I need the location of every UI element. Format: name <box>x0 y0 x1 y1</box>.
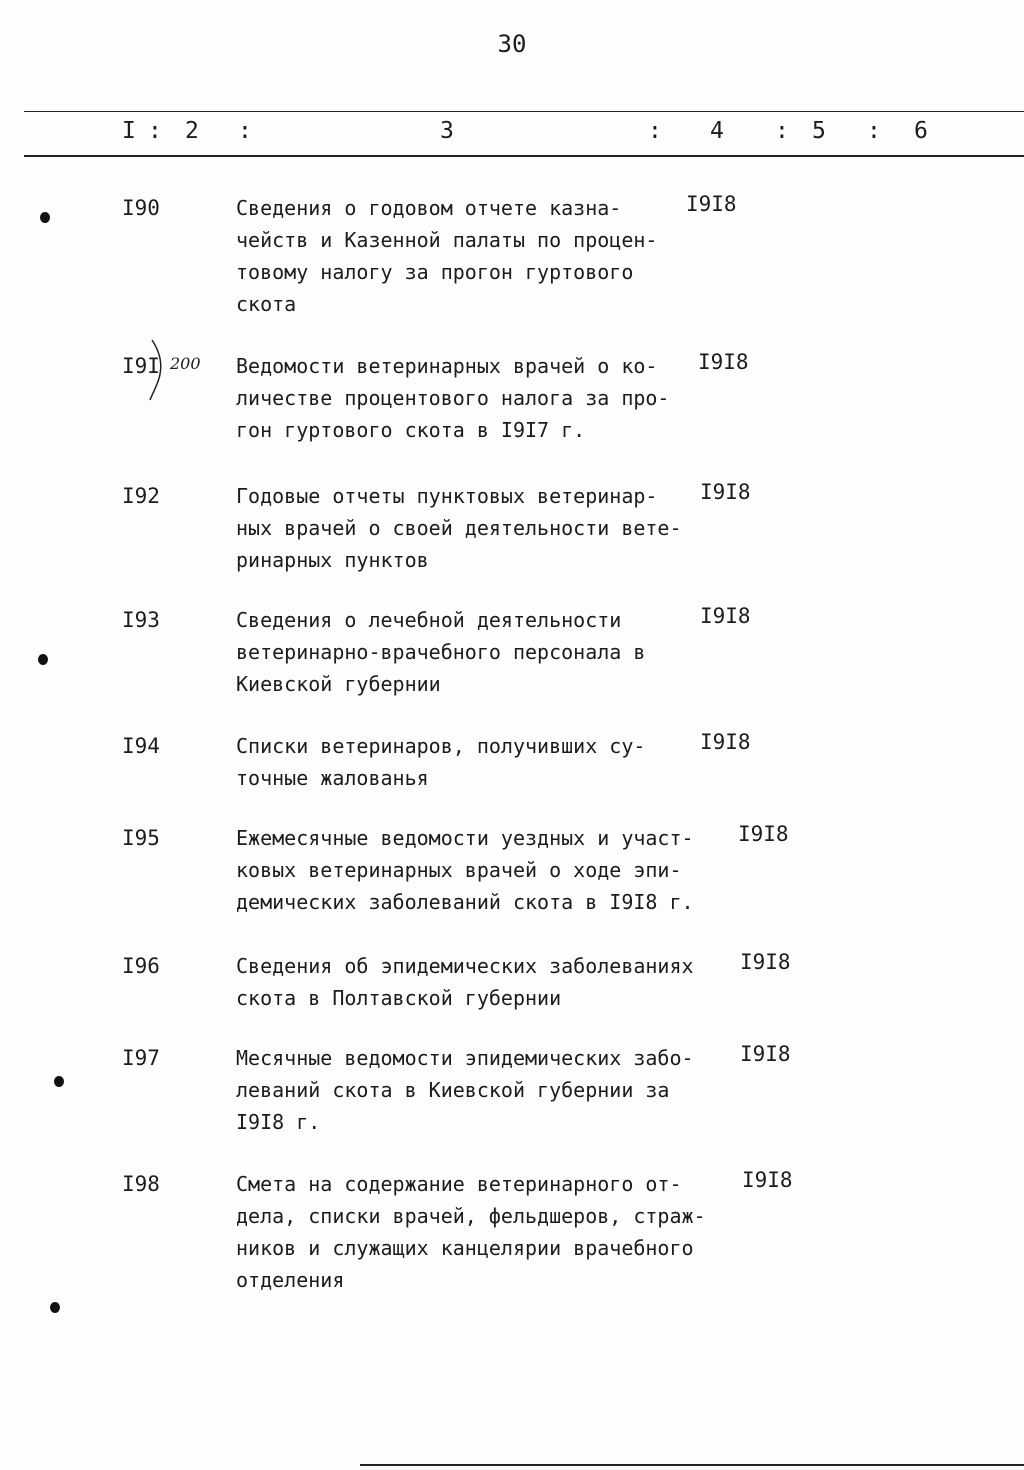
entry-number: I95 <box>122 826 160 850</box>
description-line: скота <box>236 292 297 316</box>
description-line: Киевской губернии <box>236 672 441 696</box>
entry-number: I96 <box>122 954 160 978</box>
description-line: леваний скота в Киевской губернии за <box>236 1078 670 1102</box>
description-line: товому налогу за прогон гуртового <box>236 260 634 284</box>
entry-description <box>236 950 736 1014</box>
entry-year: I9I8 <box>700 604 751 628</box>
description-line: ников и служащих канцелярии врачебного <box>236 1236 694 1260</box>
col-header-4: 4 <box>710 118 724 144</box>
description-line: демических заболеваний скота в I9I8 г. <box>236 890 694 914</box>
entry-year: I9I8 <box>686 192 737 216</box>
description-line: Списки ветеринаров, получивших су- <box>236 734 646 758</box>
col-header-2: 2 <box>185 118 199 144</box>
description-line: отделения <box>236 1268 345 1292</box>
description-line: точные жалованья <box>236 766 429 790</box>
handwritten-bracket-mark <box>148 338 168 402</box>
punch-hole-mark <box>38 654 48 665</box>
entry-year: I9I8 <box>700 480 751 504</box>
entry-year: I9I8 <box>700 730 751 754</box>
description-line: ковых ветеринарных врачей о ходе эпи- <box>236 858 682 882</box>
entry-number: I9I <box>122 354 160 378</box>
description-line: Сведения о годовом отчете казна- <box>236 196 622 220</box>
description-line: Годовые отчеты пунктовых ветеринар- <box>236 484 658 508</box>
entry-description <box>236 1168 736 1296</box>
scan-edge-line <box>360 1464 1024 1466</box>
entry-number: I90 <box>122 196 160 220</box>
description-line: дела, списки врачей, фельдшеров, страж- <box>236 1204 706 1228</box>
description-line: личестве процентового налога за про- <box>236 386 670 410</box>
entry-year: I9I8 <box>698 350 749 374</box>
description-line: ринарных пунктов <box>236 548 429 572</box>
entry-description <box>236 350 736 446</box>
entry-description <box>236 1042 736 1138</box>
entry-description <box>236 480 736 576</box>
entry-number: I97 <box>122 1046 160 1070</box>
description-line: чейств и Казенной палаты по процен- <box>236 228 658 252</box>
entry-description <box>236 730 736 794</box>
entry-year: I9I8 <box>738 822 789 846</box>
description-line: гон гуртового скота в I9I7 г. <box>236 418 586 442</box>
entry-year: I9I8 <box>740 1042 791 1066</box>
entry-description <box>236 604 736 700</box>
description-line: Месячные ведомости эпидемических забо- <box>236 1046 694 1070</box>
entry-number: I93 <box>122 608 160 632</box>
description-line: Ведомости ветеринарных врачей о ко- <box>236 354 658 378</box>
header-rule-top <box>24 111 1024 112</box>
col-header-1: I <box>122 118 136 144</box>
entry-year: I9I8 <box>740 950 791 974</box>
description-line: ветеринарно-врачебного персонала в <box>236 640 646 664</box>
col-separator: : <box>867 118 881 144</box>
description-line: Ежемесячные ведомости уездных и участ- <box>236 826 694 850</box>
handwritten-annotation: 200 <box>170 354 201 373</box>
punch-hole-mark <box>54 1076 64 1087</box>
page-number: 30 <box>497 30 527 58</box>
description-line: I9I8 г. <box>236 1110 321 1134</box>
col-separator: : <box>775 118 789 144</box>
punch-hole-mark <box>50 1302 60 1313</box>
entry-number: I92 <box>122 484 160 508</box>
description-line: скота в Полтавской губернии <box>236 986 562 1010</box>
col-header-3: 3 <box>440 118 454 144</box>
col-separator: : <box>648 118 662 144</box>
description-line: Смета на содержание ветеринарного от- <box>236 1172 682 1196</box>
entry-number: I98 <box>122 1172 160 1196</box>
entry-description <box>236 822 736 918</box>
description-line: Сведения об эпидемических заболеваниях <box>236 954 694 978</box>
col-header-6: 6 <box>914 118 928 144</box>
entry-description <box>236 192 736 320</box>
description-line: Сведения о лечебной деятельности <box>236 608 622 632</box>
col-separator: : <box>148 118 162 144</box>
punch-hole-mark <box>40 212 50 223</box>
header-rule-bottom <box>24 155 1024 157</box>
entry-year: I9I8 <box>742 1168 793 1192</box>
description-line: ных врачей о своей деятельности вете- <box>236 516 682 540</box>
entry-number: I94 <box>122 734 160 758</box>
col-header-5: 5 <box>812 118 826 144</box>
col-separator: : <box>238 118 252 144</box>
